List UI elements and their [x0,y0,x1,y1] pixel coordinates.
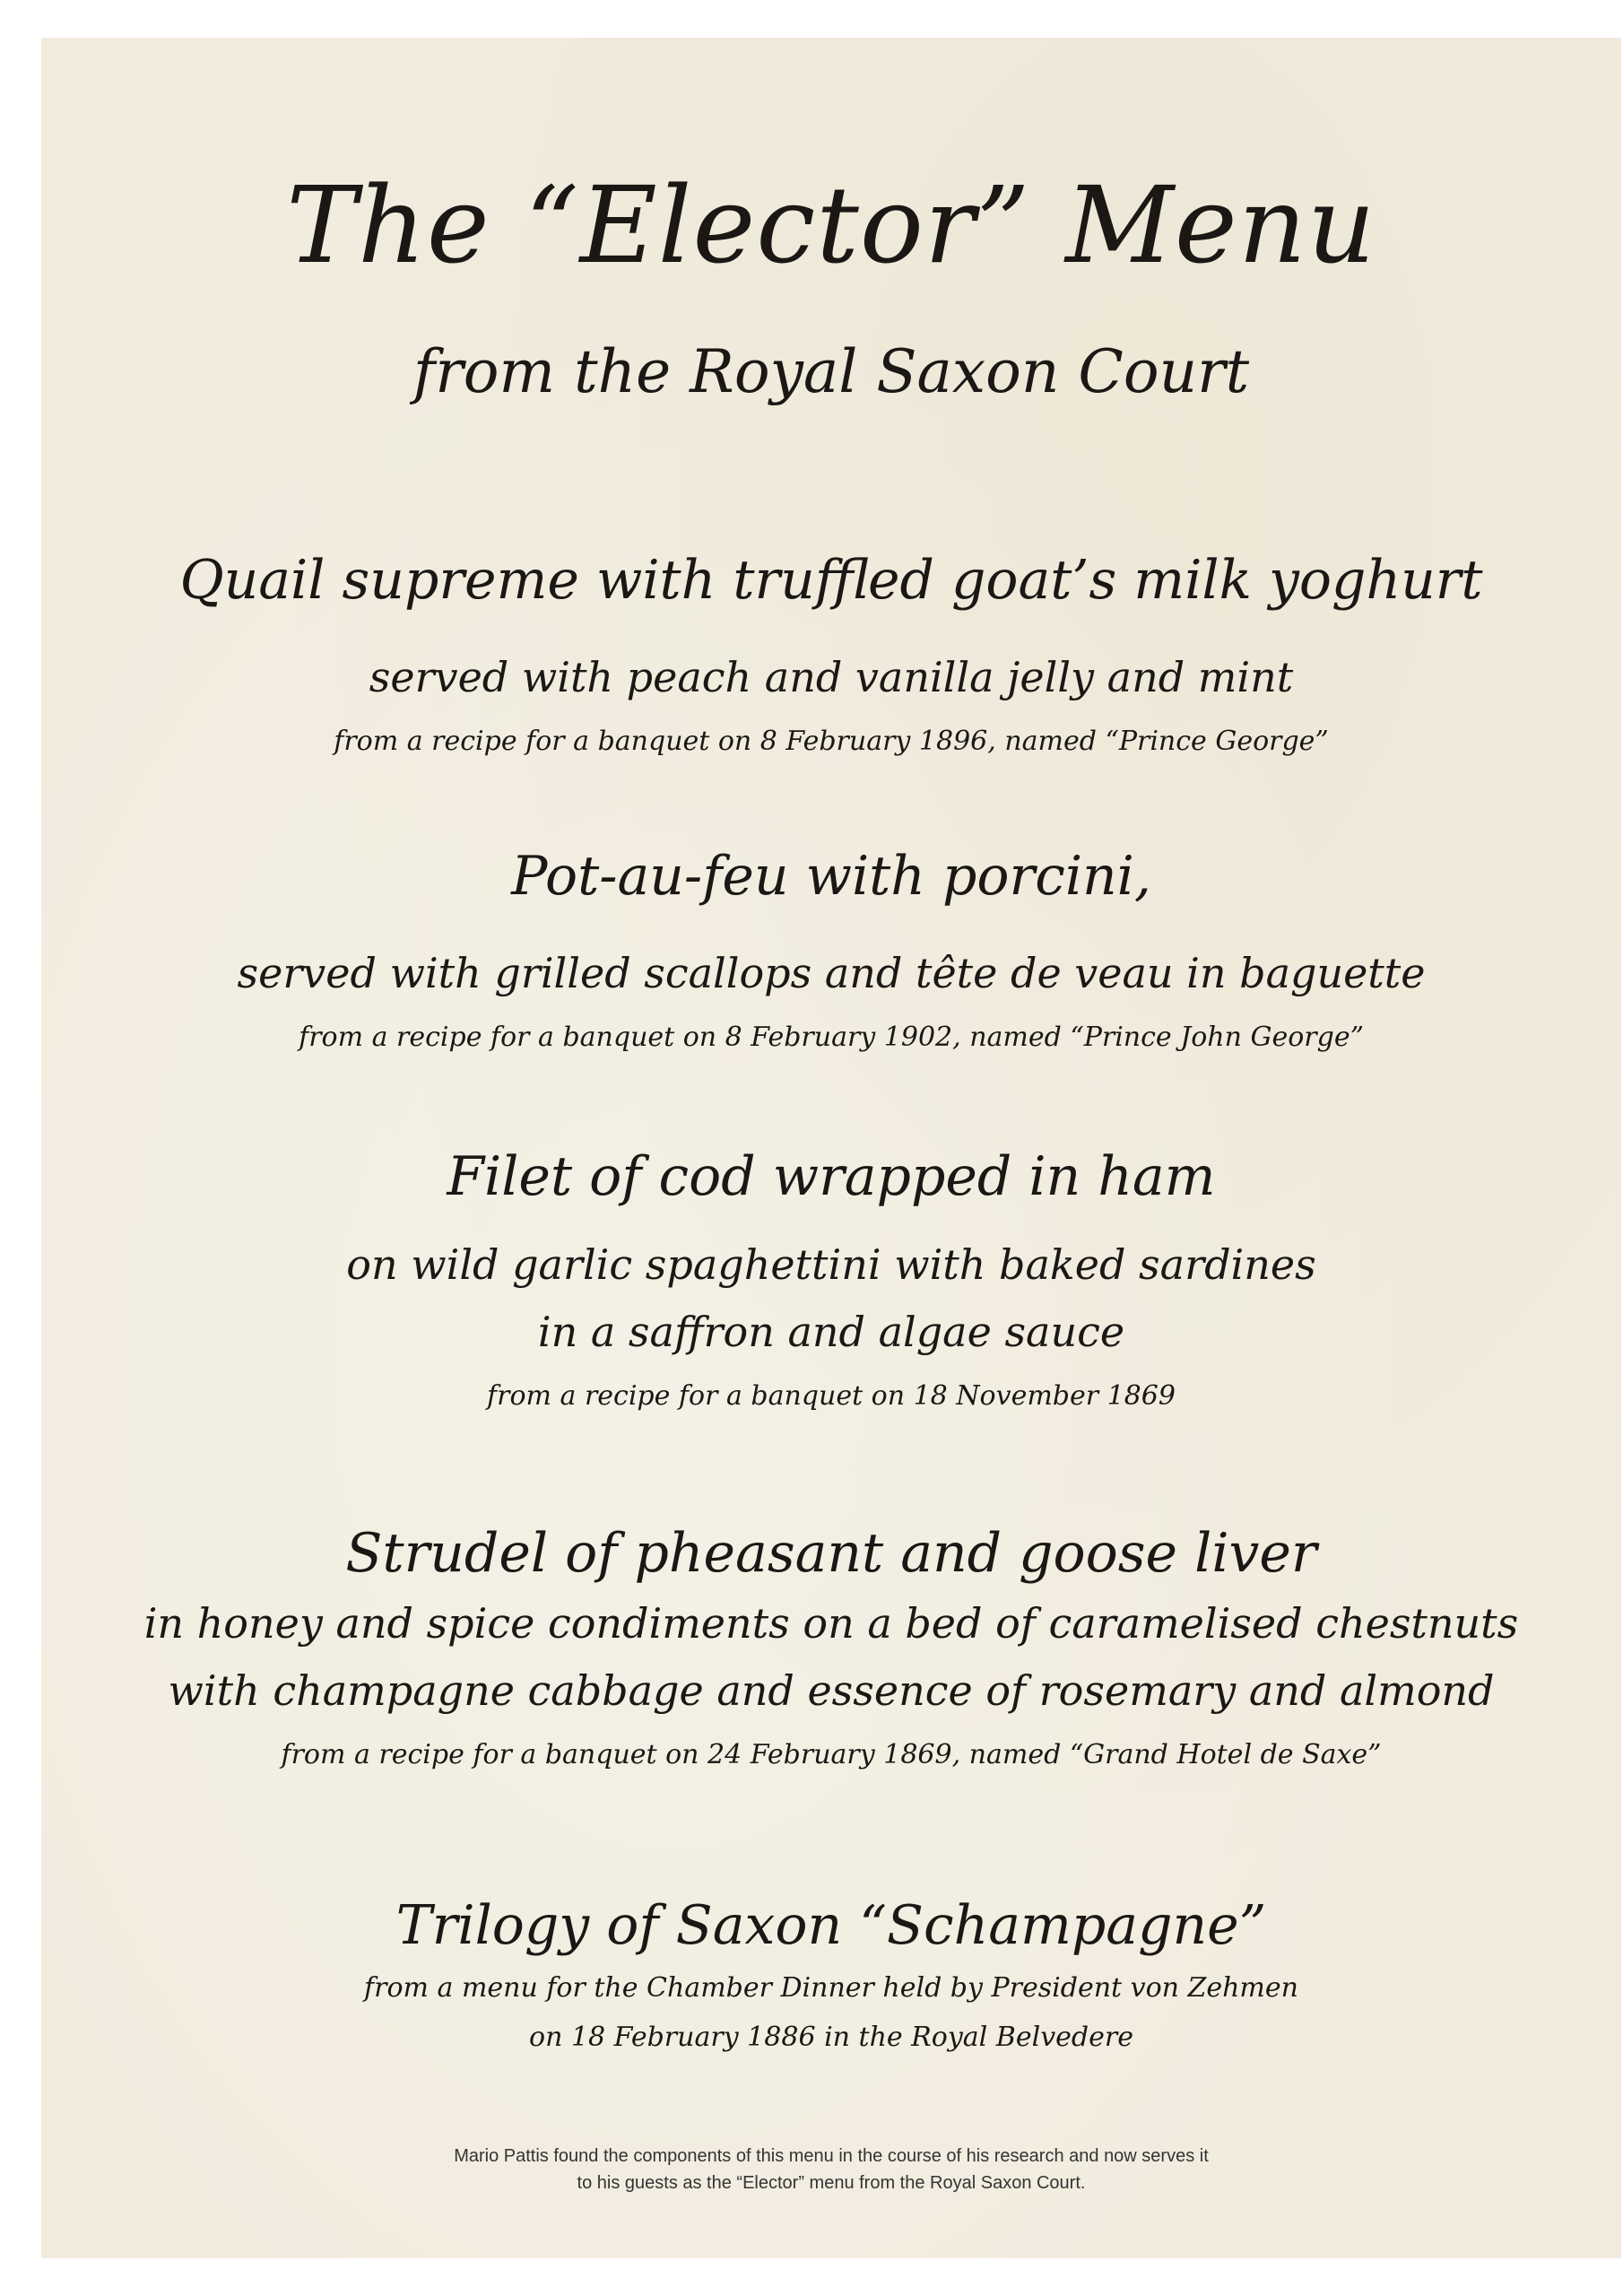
course-4-source: from a recipe for a banquet on 24 February 1869, named “Grand Hotel de Saxe” [281,1739,1382,1770]
course-4-description-line-2: with champagne cabbage and essence of rosemary and almond [168,1666,1495,1715]
course-3-source: from a recipe for a banquet on 18 November 1869 [487,1380,1176,1412]
course-1-name: Quail supreme with truffled goat’s milk yoghurt [179,549,1483,612]
course-2-source: from a recipe for a banquet on 8 February 1902, named “Prince John George” [299,1022,1364,1053]
menu-title: The “Elector” Menu [286,163,1376,287]
course-3-description-line-1: on wild garlic spaghettini with baked sardines [346,1240,1316,1289]
course-3-name: Filet of cod wrapped in ham [447,1145,1216,1208]
course-5-name: Trilogy of Saxon “Schampagne” [395,1894,1267,1957]
menu-page [41,38,1621,2258]
course-5-source-line-1: from a menu for the Chamber Dinner held by President von Zehmen [364,1972,1298,2004]
footer-note-line-2: to his guests as the “Elector” menu from the Royal Saxon Court. [577,2173,1086,2193]
course-2-name: Pot-au-feu with porcini, [511,845,1151,908]
course-4-name: Strudel of pheasant and goose liver [345,1522,1317,1585]
course-4-description-line-1: in honey and spice condiments on a bed of caramelised chestnuts [143,1599,1519,1648]
course-5-source-line-2: on 18 February 1886 in the Royal Belvedere [529,2022,1133,2053]
course-1-description: served with peach and vanilla jelly and mint [369,653,1294,701]
footer-note-line-1: Mario Pattis found the components of this menu in the course of his research and now serves it [454,2146,1209,2166]
course-3-description-line-2: in a saffron and algae sauce [537,1308,1125,1356]
course-1-source: from a recipe for a banquet on 8 February 1896, named “Prince George” [334,726,1329,757]
course-2-description: served with grilled scallops and tête de veau in baguette [237,949,1426,997]
menu-subtitle: from the Royal Saxon Court [412,337,1250,406]
